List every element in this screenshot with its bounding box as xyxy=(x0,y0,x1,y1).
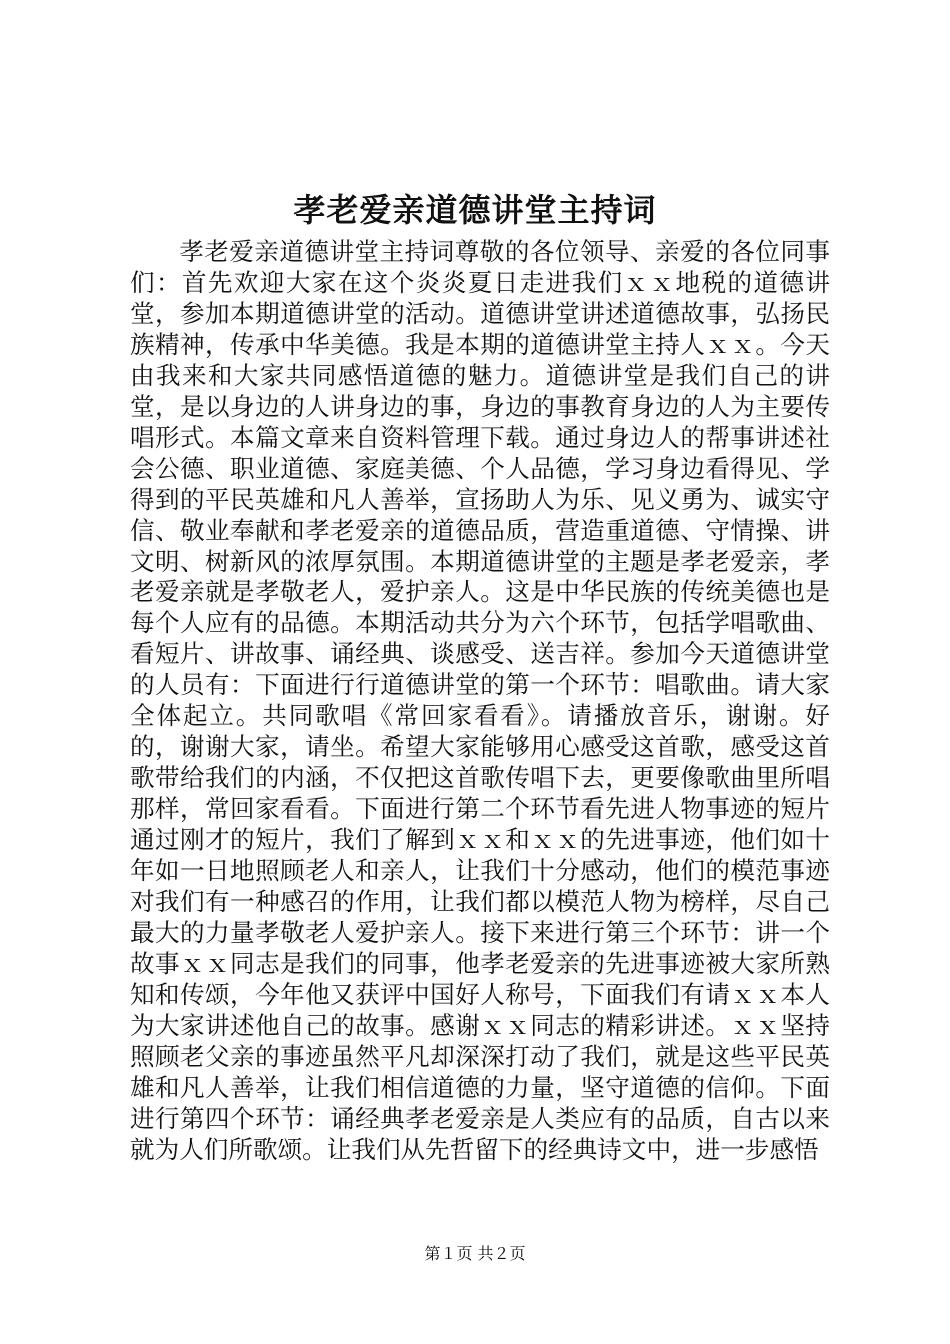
document-title: 孝老爱亲道德讲堂主持词 xyxy=(293,191,657,229)
document-body-paragraph: 孝老爱亲道德讲堂主持词尊敬的各位领导、亲爱的各位同事们：首先欢迎大家在这个炎炎夏日走进我们ｘｘ地税的道德讲堂，参加本期道德讲堂的活动。道德讲堂讲述道德故事，弘扬民族精神，传承中华美德。我是本期的道德讲堂主持人ｘｘ。今天由我来和大家共同感悟道德的魅力。道德讲堂是我们自己的讲堂，是以身边的人讲身边的事，身边的事教育身边的人为主要传唱形式。本篇文章来自资料管理下载。通过身边人的帮事讲述社会公德、职业道德、家庭美德、个人品德，学习身边看得见、学得到的平民英雄和凡人善举，宣扬助人为乐、见义勇为、诚实守信、敬业奉献和孝老爱亲的道德品质，营造重道德、守情操、讲文明、树新风的浓厚氛围。本期道德讲堂的主题是孝老爱亲，孝老爱亲就是孝敬老人，爱护亲人。这是中华民族的传统美德也是每个人应有的品德。本期活动共分为六个环节，包括学唱歌曲、看短片、讲故事、诵经典、谈感受、送吉祥。参加今天道德讲堂的人员有：下面进行行道德讲堂的第一个环节：唱歌曲。请大家全体起立。共同歌唱《常回家看看》。请播放音乐，谢谢。好的，谢谢大家，请坐。希望大家能够用心感受这首歌，感受这首歌带给我们的内涵，不仅把这首歌传唱下去，更要像歌曲里所唱那样，常回家看看。下面进行第二个环节看先进人物事迹的短片通过刚才的短片，我们了解到ｘｘ和ｘｘ的先进事迹，他们如十年如一日地照顾老人和亲人，让我们十分感动，他们的模范事迹对我们有一种感召的作用，让我们都以模范人物为榜样，尽自己最大的力量孝敬老人爱护亲人。接下来进行第三个环节：讲一个故事ｘｘ同志是我们的同事，他孝老爱亲的先进事迹被大家所熟知和传颂，今年他又获评中国好人称号，下面我们有请ｘｘ本人为大家讲述他自己的故事。感谢ｘｘ同志的精彩讲述。ｘｘ坚持照顾老父亲的事迹虽然平凡却深深打动了我们，就是这些平民英雄和凡人善举，让我们相信道德的力量，坚守道德的信仰。下面进行第四个环节：诵经典孝老爱亲是人类应有的品质，自古以来就为人们所歌颂。让我们从先哲留下的经典诗文中，进一步感悟 xyxy=(130,237,830,1164)
page-number-footer: 第１页 共２页 xyxy=(424,1244,526,1263)
